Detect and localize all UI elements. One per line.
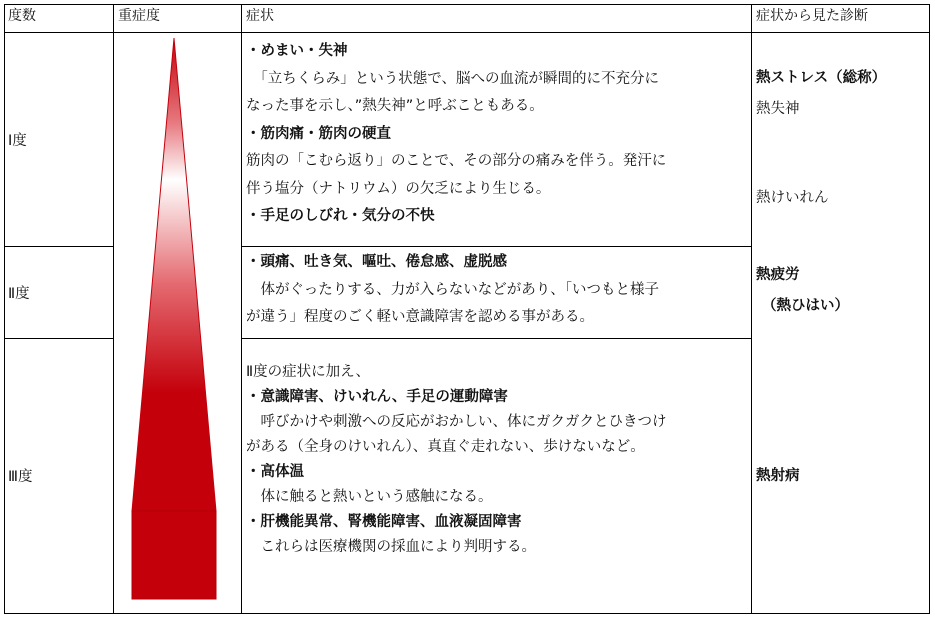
symptom-line: 体に触ると熱いという感触になる。 (246, 489, 493, 505)
symptom-line: が違う」程度のごく軽い意識障害を認める事がある。 (246, 309, 594, 325)
grid-left (4, 4, 5, 614)
symptom-line: 伴う塩分（ナトリウム）の欠乏により生じる。 (246, 180, 551, 197)
symptom-line: なった事を示し、”熱失神”と呼ぶこともある。 (246, 98, 544, 114)
severity-triangle (132, 38, 216, 511)
diagnosis-heat-exhaustion-reading: （熱ひはい） (762, 298, 849, 314)
header-grade: 度数 (8, 8, 36, 24)
header-diagnosis: 症状から見た診断 (756, 8, 868, 24)
diagnosis-heat-exhaustion: 熱疲労 (756, 267, 800, 283)
symptoms-grade-1 (246, 38, 750, 231)
grade-2-label: Ⅱ度 (8, 286, 30, 302)
symptom-heading: ・頭痛、吐き気、嘔吐、倦怠感、虚脱感 (246, 254, 507, 270)
grid-col3 (751, 4, 752, 614)
grid-col2 (241, 4, 242, 614)
diagnosis-heat-syncope: 熱失神 (756, 101, 800, 117)
symptom-line: Ⅱ度の症状に加え、 (246, 364, 371, 380)
grade-3-label: Ⅲ度 (8, 469, 33, 485)
symptom-heading: ・めまい・失神 (246, 43, 348, 59)
symptom-line: 体がぐったりする、力が入らないなどがあり、「いつもと様子 (246, 281, 659, 298)
symptom-line: 筋肉の「こむら返り」のことで、その部分の痛みを伴う。発汗に (246, 153, 667, 169)
grid-row2-grade (4, 338, 114, 339)
symptoms-grade-3 (246, 360, 750, 560)
symptom-heading: ・肝機能異常、腎機能障害、血液凝固障害 (246, 514, 522, 530)
symptom-heading: ・意識障害、けいれん、手足の運動障害 (246, 389, 508, 405)
header-severity: 重症度 (118, 8, 160, 24)
header-symptoms: 症状 (246, 8, 274, 24)
diagnosis-heat-stroke: 熱射病 (756, 468, 800, 484)
symptom-heading: ・高体温 (246, 464, 304, 480)
symptom-line: これらは医療機関の採血により判明する。 (246, 539, 536, 555)
symptom-line: がある（全身のけいれん）、真直ぐ走れない、歩けないなど。 (246, 439, 645, 455)
symptom-line: 「立ちくらみ」という状態で、脳への血流が瞬間的に不充分に (246, 70, 659, 87)
grid-row1-symptom (241, 246, 752, 247)
symptom-heading: ・手足のしびれ・気分の不快 (246, 208, 435, 224)
grade-1-label: Ⅰ度 (8, 133, 27, 149)
diagnosis-heat-cramps: 熱けいれん (756, 190, 829, 206)
symptom-heading: ・筋肉痛・筋肉の硬直 (246, 125, 391, 142)
grid-row2-symptom (241, 338, 752, 339)
grid-row1-grade (4, 246, 114, 247)
severity-gradient-graphic (114, 33, 240, 613)
grid-top (4, 4, 930, 5)
symptom-line: 呼びかけや刺激への反応がおかしい、体にガクガクとひきつけ (246, 414, 667, 430)
grid-bottom (4, 613, 930, 614)
diagnosis-heat-stress: 熱ストレス（総称） (756, 70, 887, 86)
symptoms-grade-2 (246, 249, 750, 332)
grid-right (929, 4, 930, 614)
severity-base-block (132, 511, 216, 599)
